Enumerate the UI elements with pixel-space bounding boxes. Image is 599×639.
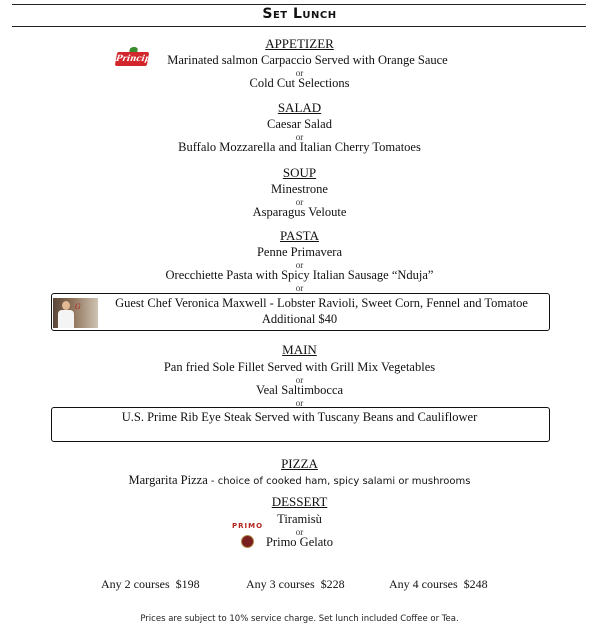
salad-item-2: Buffalo Mozzarella and Italian Cherry Tomatoes [178,140,421,154]
pasta-item-2: Orecchiette Pasta with Spicy Italian Sausage “Nduja” [165,268,434,282]
title-rule [12,26,586,27]
principe-logo: Principe [115,52,149,66]
appetizer-item-1: Marinated salmon Carpaccio Served with Orange Sauce [167,53,448,67]
pizza-heading: PIZZA [281,456,318,471]
salad-heading: SALAD [277,100,322,115]
pizza-item-name: Margarita Pizza [128,473,208,487]
pizza-item-detail: - choice of cooked ham, spicy salami or mushrooms [207,476,471,487]
dessert-heading: DESSERT [271,494,328,509]
pasta-heading: PASTA [280,228,319,243]
main-item-2: Veal Saltimbocca [255,383,344,397]
soup-item-2: Asparagus Veloute [252,205,347,219]
menu-title: Set Lunch [262,6,337,22]
main-heading: MAIN [282,342,317,357]
or-separator: or [295,283,304,293]
price-2-courses: Any 2 courses $198 [101,577,200,591]
or-separator: or [295,375,304,385]
appetizer-item-2: Cold Cut Selections [249,76,350,90]
primo-logo: PRIMO [232,522,262,554]
or-separator: or [295,527,304,537]
guest-chef-photo: G [53,298,98,328]
pizza-item [0,473,599,488]
top-rule [12,4,586,5]
guest-chef-item: Guest Chef Veronica Maxwell - Lobster Ravioli, Sweet Corn, Fennel and Tomatoe [115,296,528,310]
salad-item-1: Caesar Salad [267,117,332,131]
main-item-1: Pan fried Sole Fillet Served with Grill Mix Vegetables [163,360,436,374]
guest-chef-additional: Additional $40 [261,312,338,326]
soup-item-1: Minestrone [271,182,328,196]
dessert-item-1: Tiramisù [277,512,322,526]
or-separator: or [295,260,304,270]
service-charge-note: Prices are subject to 10% service charge. Set lunch included Coffee or Tea. [140,614,459,624]
main-item-3: U.S. Prime Rib Eye Steak Served with Tuscany Beans and Cauliflower [121,410,478,424]
or-separator: or [295,68,304,78]
or-separator: or [295,197,304,207]
or-separator: or [295,398,304,408]
or-separator: or [295,132,304,142]
soup-heading: SOUP [282,165,317,180]
price-3-courses: Any 3 courses $228 [246,577,345,591]
appetizer-heading: APPETIZER [265,36,334,51]
dessert-item-2: Primo Gelato [265,535,333,549]
pasta-item-1: Penne Primavera [256,245,343,259]
price-4-courses: Any 4 courses $248 [389,577,488,591]
